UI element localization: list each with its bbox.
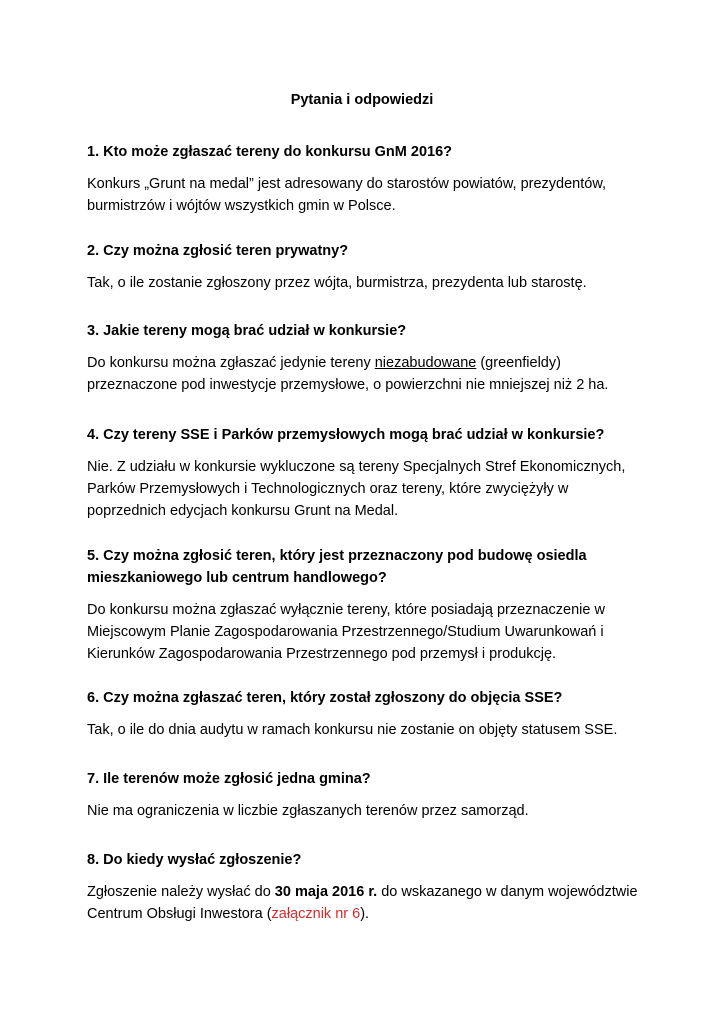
answer-8-post: ). bbox=[360, 906, 370, 922]
qa-item-2 bbox=[87, 240, 647, 294]
page-title: Pytania i odpowiedzi bbox=[290, 92, 434, 108]
answer-3 bbox=[87, 352, 647, 396]
answer-5: Do konkursu można zgłaszać wyłącznie tereny, które posiadają przeznaczenie w Miejscowym Planie Zagospodarowania Przestrzennego/Studium Uwarunkowań i Kierunków Zagospodarowania Przestrzennego pod przemysł i produkcję. bbox=[87, 602, 605, 662]
deadline-date: 30 maja 2016 r. bbox=[274, 884, 378, 900]
qa-item-3 bbox=[87, 320, 647, 396]
qa-item-6 bbox=[87, 687, 647, 741]
qa-item-4 bbox=[87, 424, 647, 522]
answer-7: Nie ma ograniczenia w liczbie zgłaszanych terenów przez samorząd. bbox=[87, 803, 529, 819]
answer-3-post: (greenfieldy) przeznaczone pod inwestycje przemysłowe, o powierzchni nie mniejszej niż 2 ha. bbox=[87, 355, 609, 393]
qa-item-5 bbox=[87, 545, 647, 665]
attachment-link[interactable]: załącznik nr 6 bbox=[271, 906, 361, 922]
answer-3-pre: Do konkursu można zgłaszać jedynie tereny bbox=[87, 355, 375, 371]
qa-item-1 bbox=[87, 141, 647, 217]
question-5: 5. Czy można zgłosić teren, który jest przeznaczony pod budowę osiedla mieszkaniowego lub centrum handlowego? bbox=[87, 548, 587, 586]
question-6: 6. Czy można zgłaszać teren, który został zgłoszony do objęcia SSE? bbox=[87, 690, 563, 706]
answer-8-pre: Zgłoszenie należy wysłać do bbox=[87, 884, 275, 900]
answer-8-mid: do wskazanego w danym województwie Centrum Obsługi Inwestora ( bbox=[87, 884, 638, 922]
question-8: 8. Do kiedy wysłać zgłoszenie? bbox=[87, 852, 302, 868]
qa-item-7 bbox=[87, 768, 647, 822]
answer-1: Konkurs „Grunt na medal” jest adresowany do starostów powiatów, prezydentów, burmistrzów i wójtów wszystkich gmin w Polsce. bbox=[87, 176, 607, 214]
question-4: 4. Czy tereny SSE i Parków przemysłowych mogą brać udział w konkursie? bbox=[87, 427, 605, 443]
answer-4: Nie. Z udziału w konkursie wykluczone są tereny Specjalnych Stref Ekonomicznych, Parków Przemysłowych i Technologicznych oraz tereny, które zwyciężyły w poprzednich edycjach konkursu Grunt na Medal. bbox=[87, 459, 626, 519]
question-7: 7. Ile terenów może zgłosić jedna gmina? bbox=[87, 771, 371, 787]
underlined-term: niezabudowane bbox=[374, 355, 477, 371]
answer-2: Tak, o ile zostanie zgłoszony przez wójta, burmistrza, prezydenta lub starostę. bbox=[87, 275, 587, 291]
answer-6: Tak, o ile do dnia audytu w ramach konkursu nie zostanie on objęty statusem SSE. bbox=[87, 722, 618, 738]
question-3: 3. Jakie tereny mogą brać udział w konkursie? bbox=[87, 323, 407, 339]
question-1: 1. Kto może zgłaszać tereny do konkursu GnM 2016? bbox=[87, 144, 453, 160]
question-2: 2. Czy można zgłosić teren prywatny? bbox=[87, 243, 349, 259]
answer-8 bbox=[87, 881, 647, 925]
qa-item-8 bbox=[87, 849, 647, 925]
